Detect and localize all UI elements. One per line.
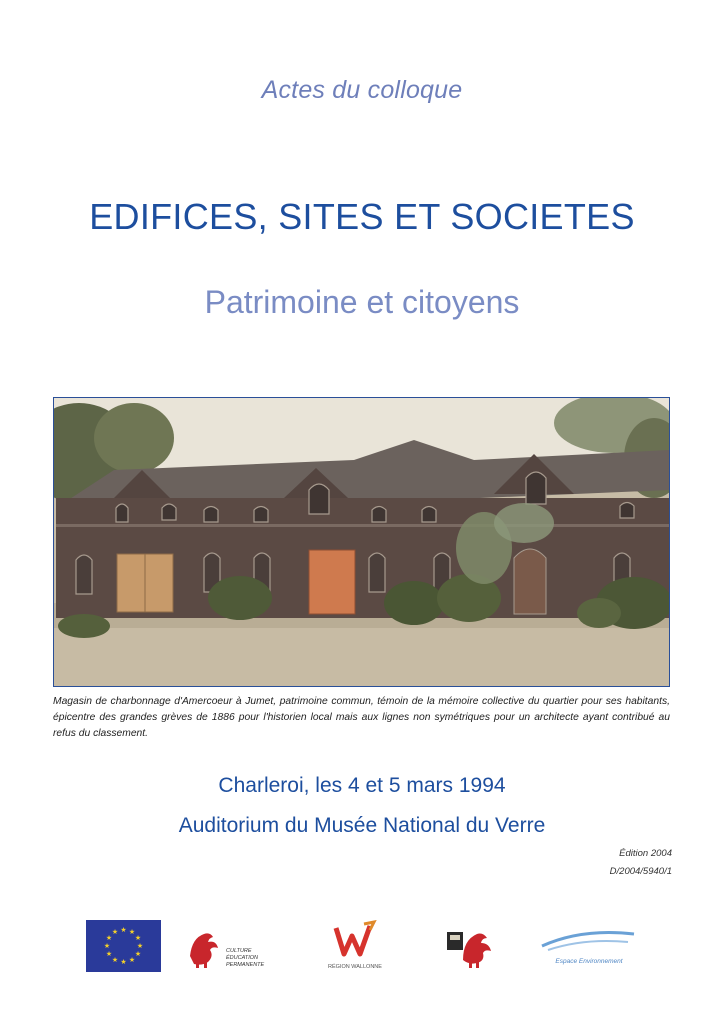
region-wallonne-logo [322,920,388,976]
svg-text:★: ★ [128,956,136,964]
region-label: RÉGION WALLONNE [328,964,382,970]
svg-text:★: ★ [134,950,142,958]
svg-text:★: ★ [128,928,136,936]
pretitle: Actes du colloque [261,76,463,104]
w-mark-icon [322,920,388,960]
svg-text:★: ★ [120,926,127,934]
document-title: EDIFICES, SITES ET SOCIETES [89,196,635,237]
education-label: ÉDUCATION PERMANENTE [226,955,265,968]
building-photo [53,397,670,687]
svg-text:★: ★ [134,934,142,942]
event-place-date: Charleroi, les 4 et 5 mars 1994 [218,774,506,797]
document-subtitle: Patrimoine et citoyens [204,284,520,320]
svg-text:★: ★ [111,928,119,936]
eu-flag-logo [86,920,161,972]
espace-label: Espace Environnement [555,958,623,965]
event-venue: Auditorium du Musée National du Verre [178,814,546,837]
espace-environnement-logo [538,926,638,970]
svg-text:★: ★ [105,934,113,942]
rooster-icon [184,926,224,970]
svg-text:★: ★ [111,956,119,964]
culture-education-logo [184,926,294,970]
hainaut-logo [445,924,495,970]
svg-text:★: ★ [105,950,113,958]
svg-text:★: ★ [136,942,144,950]
rooster-icon [463,934,491,964]
swoosh-icon [538,926,638,956]
edition-label: Édition 2004 [619,848,672,859]
legal-deposit-number: D/2004/5940/1 [609,866,672,877]
svg-text:★: ★ [103,942,111,950]
photo-caption: Magasin de charbonnage d'Amercoeur à Jumet, patrimoine commun, témoin de la mémoire collective du quartier pour ses habitants, épicentre des grandes grèves de 1886 pour l'historien local mais aux lignes non symétriques pour un architecte ayant contribué au refus du classement. [53,696,670,739]
culture-label: CULTURE [226,948,252,954]
shield-icon [447,932,463,950]
svg-text:★: ★ [120,958,127,966]
